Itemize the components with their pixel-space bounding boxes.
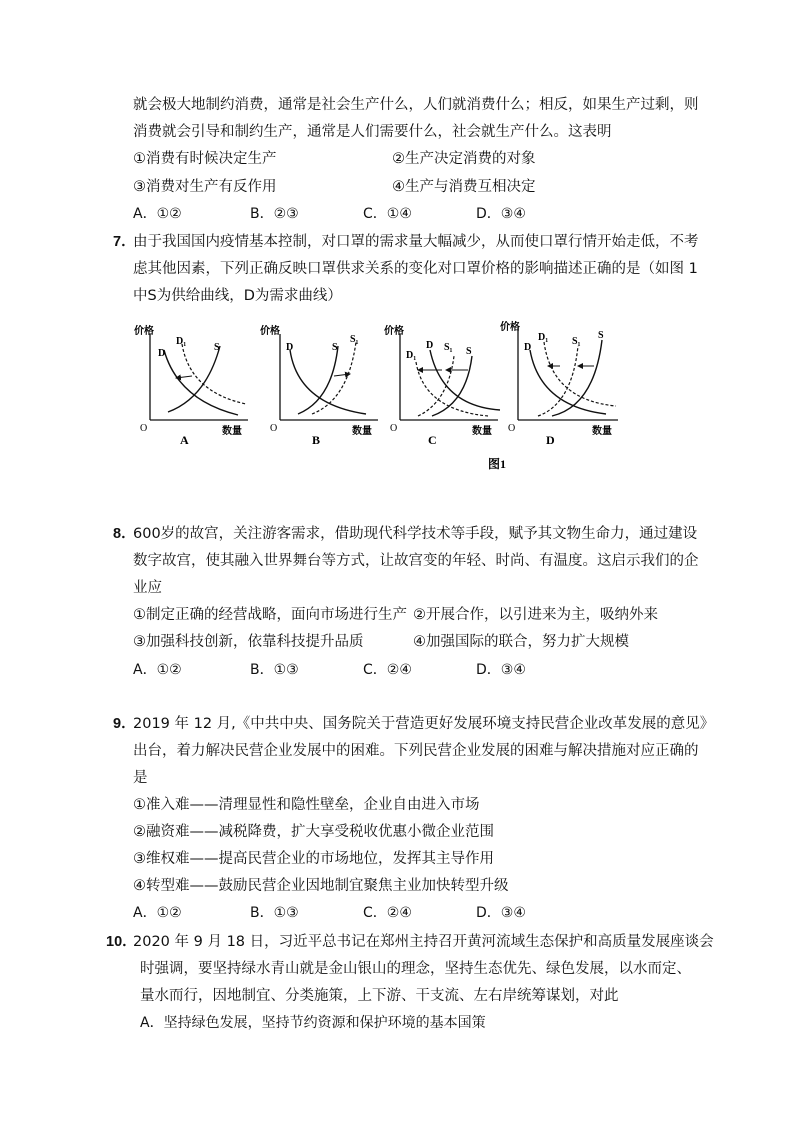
q9-statement-4: ④转型难——鼓励民营企业因地制宜聚焦主业加快转型升级 xyxy=(133,878,509,894)
supply-demand-figure xyxy=(128,320,708,480)
q6-option-b[interactable]: B．②③ xyxy=(250,206,299,222)
q8-option-c[interactable]: C．②④ xyxy=(363,662,412,678)
panel-b-label-s: S xyxy=(332,342,338,353)
panel-b-origin: O xyxy=(270,423,278,434)
panel-a-label-d1: D₁ xyxy=(176,336,187,347)
panel-a-label-s: S xyxy=(214,342,220,353)
q10-stem-line3: 量水而行，因地制宜、分类施策，上下游、干支流、左右岸统筹谋划，对此 xyxy=(140,988,619,1004)
q9-stem-line2: 出台，着力解决民营企业发展中的困难。下列民营企业发展的困难与解决措施对应正确的 xyxy=(133,743,699,759)
panel-b xyxy=(260,324,378,447)
q6-statement-3: ③消费对生产有反作用 xyxy=(133,179,277,195)
q9-option-a[interactable]: A．①② xyxy=(133,905,182,921)
panel-c-label-d: D xyxy=(426,340,434,351)
q7-stem-line2: 虑其他因素，下列正确反映口罩供求关系的变化对口罩价格的影响描述正确的是（如图 1 xyxy=(133,261,698,277)
panel-a-letter: A xyxy=(180,433,189,447)
q9-number: 9． xyxy=(113,716,136,732)
panel-b-label-s1: S₁ xyxy=(350,334,359,345)
panel-c-label-s1: S₁ xyxy=(444,342,453,353)
panel-d xyxy=(500,320,618,447)
panel-a-label-d: D xyxy=(158,348,166,359)
q9-option-d[interactable]: D．③④ xyxy=(476,905,526,921)
q9-option-b[interactable]: B．①③ xyxy=(250,905,299,921)
q8-statement-1: ①制定正确的经营战略，面向市场进行生产 xyxy=(133,607,407,623)
q9-statement-2: ②融资难——减税降费，扩大享受税收优惠小微企业范围 xyxy=(133,824,494,840)
q9-stem-line3: 是 xyxy=(133,770,148,786)
q6-option-a[interactable]: A．①② xyxy=(133,206,182,222)
q9-stem-line1: 2019 年 12 月,《中共中央、国务院关于营造更好发展环境支持民营企业改革发展的意见》 xyxy=(133,716,715,732)
panel-d-letter: D xyxy=(546,433,555,447)
panel-b-axis-y: 价格 xyxy=(260,326,280,337)
panel-c-axis-y: 价格 xyxy=(384,326,404,337)
panel-d-label-d1: D₁ xyxy=(538,332,549,343)
q8-statement-4: ④加强国际的联合，努力扩大规模 xyxy=(413,634,629,650)
q8-stem-line1: 600岁的故宫，关注游客需求，借助现代科学技术等手段，赋予其文物生命力，通过建设 xyxy=(133,526,698,542)
panel-d-origin: O xyxy=(508,423,516,434)
q8-stem-line3: 业应 xyxy=(133,580,162,596)
panel-d-axis-x: 数量 xyxy=(592,426,612,437)
q8-option-a[interactable]: A．①② xyxy=(133,662,182,678)
panel-c-letter: C xyxy=(428,433,437,447)
q8-option-d[interactable]: D．③④ xyxy=(476,662,526,678)
panel-b-letter: B xyxy=(312,433,321,447)
q6-stem-line1: 就会极大地制约消费，通常是社会生产什么，人们就消费什么；相反，如果生产过剩，则 xyxy=(133,97,699,113)
panel-d-axis-y: 价格 xyxy=(500,322,520,333)
q9-statement-3: ③维权难——提高民营企业的市场地位，发挥其主导作用 xyxy=(133,851,494,867)
panel-c xyxy=(384,324,500,447)
panel-a-axis-y: 价格 xyxy=(134,326,154,337)
q7-stem-line3: 中S为供给曲线，D为需求曲线） xyxy=(133,288,342,304)
q7-stem-line1: 由于我国国内疫情基本控制，对口罩的需求量大幅减少，从而使口罩行情开始走低，不考 xyxy=(133,234,699,250)
panel-d-label-s: S xyxy=(598,330,604,341)
panel-c-label-s: S xyxy=(466,346,472,357)
q8-statement-2: ②开展合作，以引进来为主，吸纳外来 xyxy=(413,607,658,623)
q10-stem-line2: 时强调，要坚持绿水青山就是金山银山的理念，坚持生态优先、绿色发展，以水而定、 xyxy=(140,961,691,977)
panel-d-label-d: D xyxy=(524,342,532,353)
q10-stem-line1: 2020 年 9 月 18 日，习近平总书记在郑州主持召开黄河流域生态保护和高质量发展座谈会 xyxy=(133,934,714,950)
panel-d-label-s1: S₁ xyxy=(572,336,581,347)
q6-option-c[interactable]: C．①④ xyxy=(363,206,412,222)
q8-option-b[interactable]: B．①③ xyxy=(250,662,299,678)
panel-b-axis-x: 数量 xyxy=(352,426,372,437)
q9-statement-1: ①准入难——清理显性和隐性壁垒，企业自由进入市场 xyxy=(133,797,480,813)
q10-option-a[interactable]: A．坚持绿色发展，坚持节约资源和保护环境的基本国策 xyxy=(140,1015,486,1031)
q6-statement-1: ①消费有时候决定生产 xyxy=(133,151,277,167)
q6-stem-line2: 消费就会引导和制约生产，通常是人们需要什么，社会就生产什么。这表明 xyxy=(133,124,612,140)
q8-stem-line2: 数字故宫，使其融入世界舞台等方式，让故宫变的年轻、时尚、有温度。这启示我们的企 xyxy=(133,553,699,569)
panel-a-axis-x: 数量 xyxy=(222,426,242,437)
q8-number: 8． xyxy=(113,526,136,542)
panel-a-origin: O xyxy=(140,423,148,434)
q10-number: 10． xyxy=(106,934,137,950)
q9-option-c[interactable]: C．②④ xyxy=(363,905,412,921)
q6-statement-4: ④生产与消费互相决定 xyxy=(392,179,536,195)
q7-number: 7． xyxy=(113,234,136,250)
figure-caption: 图1 xyxy=(488,457,507,471)
panel-b-label-d: D xyxy=(286,342,294,353)
panel-c-axis-x: 数量 xyxy=(472,426,492,437)
q8-statement-3: ③加强科技创新，依靠科技提升品质 xyxy=(133,634,364,650)
panel-a xyxy=(134,324,248,447)
panel-c-origin: O xyxy=(390,423,398,434)
panel-c-label-d1: D₁ xyxy=(406,350,417,361)
q6-option-d[interactable]: D．③④ xyxy=(476,206,526,222)
q6-statement-2: ②生产决定消费的对象 xyxy=(392,151,536,167)
